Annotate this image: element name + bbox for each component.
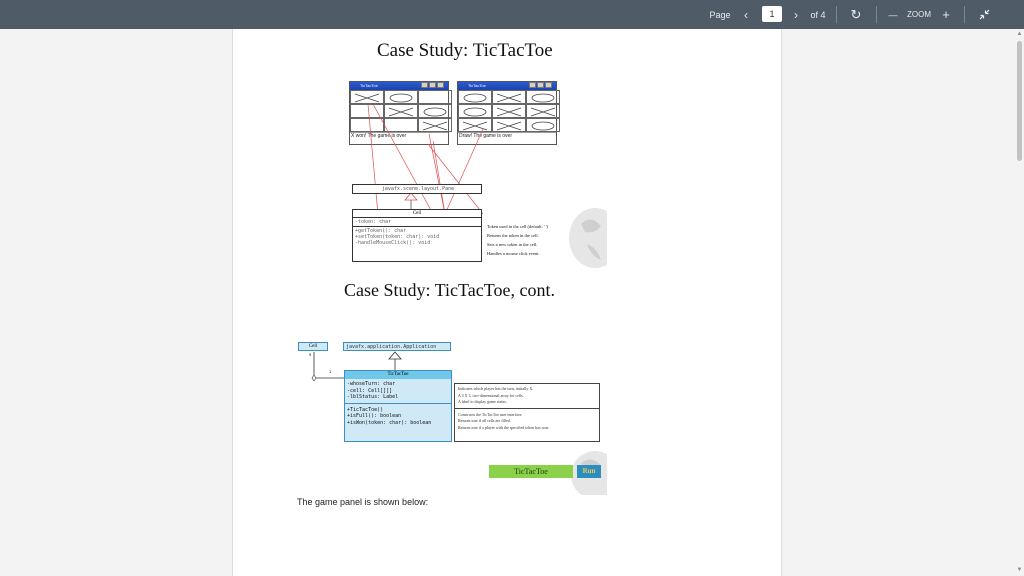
description-line: Returns true if all cells are filled. xyxy=(458,418,511,423)
uml-method: +getToken(): char xyxy=(355,228,407,234)
tictactoe-fields xyxy=(345,379,451,404)
vertical-scrollbar[interactable] xyxy=(1015,29,1024,576)
toolbar-divider xyxy=(836,6,837,23)
scrollbar-thumb[interactable] xyxy=(1017,41,1022,161)
run-button[interactable]: Run xyxy=(577,465,601,478)
cell-notes xyxy=(487,222,548,258)
zoom-out-button[interactable]: — xyxy=(888,9,898,20)
note-line: Sets a new token in the cell. xyxy=(487,242,538,247)
slide-title: Case Study: TicTacToe xyxy=(377,40,553,61)
page-label: Page xyxy=(709,9,731,20)
game-status: Draw! The game is over xyxy=(458,132,556,139)
window-title: TicTacToe xyxy=(458,82,556,90)
description-line: Indicates which player has the turn, initially X. xyxy=(458,386,534,391)
multiplicity-1: 1 xyxy=(329,369,332,374)
uml-field: -cell: Cell[][] xyxy=(347,387,393,394)
window-title: TicTacToe xyxy=(350,82,448,90)
game-status: X won! The game is over xyxy=(350,132,448,139)
slide-title-2: Case Study: TicTacToe, cont. xyxy=(344,280,555,300)
pane-class-label: javafx.scene.layout.Pane xyxy=(381,186,455,192)
chevron-right-icon[interactable]: › xyxy=(794,7,798,22)
multiplicity-9: 9 xyxy=(309,352,312,357)
note-line: Returns the token in the cell. xyxy=(487,233,539,238)
description-line: Constructs the TicTacToe user interface. xyxy=(458,411,523,417)
rotate-icon[interactable]: ↻ xyxy=(850,6,862,22)
description-line: A 3 X 3, two-dimensional array for cells. xyxy=(458,392,524,398)
tictactoe-methods xyxy=(345,404,451,430)
collapse-icon[interactable] xyxy=(974,0,994,29)
pdf-toolbar xyxy=(0,0,1024,29)
cell-class-ref: Cell xyxy=(298,342,328,351)
toolbar-divider xyxy=(876,6,877,23)
tictactoe-descriptions xyxy=(454,383,600,442)
cell-class-box xyxy=(352,209,482,262)
uml-method: +TicTacToe() xyxy=(347,406,384,413)
cell-class-name: Cell xyxy=(353,210,481,218)
note-line: Handles a mouse click event. xyxy=(487,251,540,256)
body-text: The game panel is shown below: xyxy=(297,497,429,507)
method-descriptions xyxy=(455,409,599,435)
pdf-page xyxy=(232,29,782,576)
uml-method: +setToken(token: char): void xyxy=(355,234,440,240)
globe-decoration xyxy=(561,204,607,270)
uml-method: +isWon(token: char): boolean xyxy=(347,419,432,426)
zoom-label: ZOOM xyxy=(907,10,931,19)
description-line: Returns true if a player with the specified token has won. xyxy=(458,424,550,430)
page-number-input[interactable]: 1 xyxy=(762,6,782,22)
tictactoe-class-name: TicTacToe xyxy=(345,371,451,379)
uml-field: -whoseTurn: char xyxy=(347,381,396,387)
application-class-box: javafx.application.Application xyxy=(343,342,451,351)
field-descriptions xyxy=(455,384,599,409)
note-line: Token used in the cell (default: ' ') xyxy=(487,224,549,229)
uml-field: -lblStatus: Label xyxy=(347,394,399,400)
tictactoe-class-box xyxy=(344,370,452,442)
cell-methods xyxy=(353,227,481,247)
chevron-left-icon[interactable]: ‹ xyxy=(744,7,748,22)
cell-fields xyxy=(353,218,481,227)
tictactoe-link-button[interactable]: TicTacToe xyxy=(489,465,573,478)
uml-method: +isFull(): boolean xyxy=(347,413,402,419)
uml-method: -handleMouseClick(): void xyxy=(355,240,431,246)
toolbar-divider xyxy=(964,6,965,23)
zoom-in-button[interactable]: + xyxy=(942,7,950,22)
page-count: of 4 xyxy=(810,9,826,20)
uml-field: -token: char xyxy=(355,219,392,225)
pane-class-box xyxy=(352,184,482,194)
description-line: A label to display game status. xyxy=(458,399,507,404)
scroll-down-icon[interactable]: ▼ xyxy=(1016,567,1023,573)
scroll-up-icon[interactable]: ▲ xyxy=(1016,31,1023,37)
document-viewer xyxy=(0,29,1024,576)
